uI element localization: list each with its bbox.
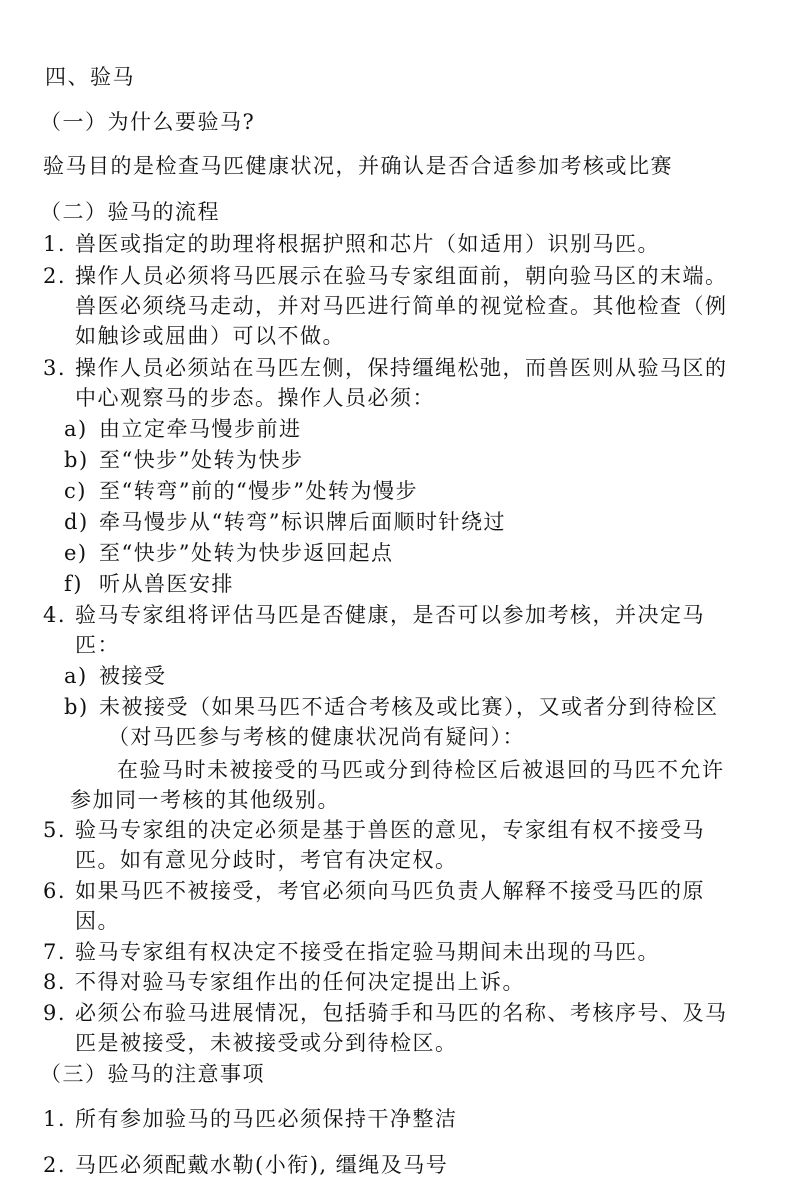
part1-body: 验马目的是检查马匹健康状况，并确认是否合适参加考核或比赛 [43,154,673,178]
part2-heading: （二）验马的流程 [40,200,220,224]
list-item-number: 1. [43,232,67,256]
list-item-text: 必须公布验马进展情况，包括骑手和马匹的名称、考核序号、及马 [75,1001,728,1025]
list-item-number: 8. [43,970,67,994]
part3-heading: （三）验马的注意事项 [40,1062,265,1086]
list-item-number: 7. [43,940,67,964]
list-item-number: 6. [43,879,67,903]
list-item-text: 如触诊或屈曲）可以不做。 [75,324,345,348]
sub-item-text: 牵马慢步从“转弯”标识牌后面顺时针绕过 [99,510,506,534]
sub-item-text: （对马匹参与考核的健康状况尚有疑问）： [108,725,525,749]
sub-item-letter: b) [64,695,89,719]
sub-item-text: 至“转弯”前的“慢步”处转为慢步 [99,479,418,503]
list-item-number: 1. [43,1107,67,1131]
note-text: 参加同一考核的其他级别。 [70,788,340,812]
sub-item-letter: b) [64,448,89,472]
list-item-text: 中心观察马的步态。操作人员必须： [75,386,435,410]
part1-heading: （一）为什么要验马? [40,110,256,134]
sub-item-text: 由立定牵马慢步前进 [99,417,302,441]
list-item-text: 验马专家组的决定必须是基于兽医的意见，专家组有权不接受马 [75,818,705,842]
list-item-text: 因。 [75,909,120,933]
list-item-text: 兽医或指定的助理将根据护照和芯片（如适用）识别马匹。 [75,232,660,256]
list-item-text: 匹是被接受，未被接受或分到待检区。 [75,1031,458,1055]
list-item-text: 匹。如有意见分歧时，考官有决定权。 [75,848,458,872]
list-item-text: 不得对验马专家组作出的任何决定提出上诉。 [75,970,525,994]
sub-item-letter: e) [64,541,88,565]
list-item-text: 操作人员必须将马匹展示在验马专家组面前，朝向验马区的末端。 [75,264,728,288]
list-item-number: 2. [43,1153,67,1177]
section-title: 四、验马 [45,65,135,89]
sub-item-text: 至“快步”处转为快步 [99,448,304,472]
note-text: 在验马时未被接受的马匹或分到待检区后被退回的马匹不允许 [117,758,725,782]
sub-item-text: 至“快步”处转为快步返回起点 [99,541,394,565]
list-item-text: 如果马匹不被接受，考官必须向马匹负责人解释不接受马匹的原 [75,879,705,903]
sub-item-letter: c) [64,479,87,503]
sub-item-letter: d) [64,510,89,534]
list-item-text: 验马专家组有权决定不接受在指定验马期间未出现的马匹。 [75,940,660,964]
sub-item-letter: f) [64,572,83,596]
sub-item-text: 听从兽医安排 [99,572,234,596]
list-item-text: 验马专家组将评估马匹是否健康，是否可以参加考核，并决定马 [75,603,705,627]
sub-item-letter: a) [64,417,88,441]
list-item-number: 4. [43,603,67,627]
list-item-text: 兽医必须绕马走动，并对马匹进行简单的视觉检查。其他检查（例 [75,294,728,318]
list-item-text: 所有参加验马的马匹必须保持干净整洁 [75,1107,458,1131]
list-item-text: 操作人员必须站在马匹左侧，保持缰绳松弛，而兽医则从验马区的 [75,356,728,380]
list-item-number: 2. [43,264,67,288]
list-item-text: 匹： [75,633,120,657]
sub-item-text: 未被接受（如果马匹不适合考核及或比赛），又或者分到待检区 [99,695,719,719]
list-item-number: 9. [43,1001,67,1025]
list-item-number: 5. [43,818,67,842]
list-item-number: 3. [43,356,67,380]
list-item-text: 马匹必须配戴水勒(小衔), 缰绳及马号 [75,1153,449,1177]
sub-item-letter: a) [64,664,88,688]
sub-item-text: 被接受 [99,664,167,688]
